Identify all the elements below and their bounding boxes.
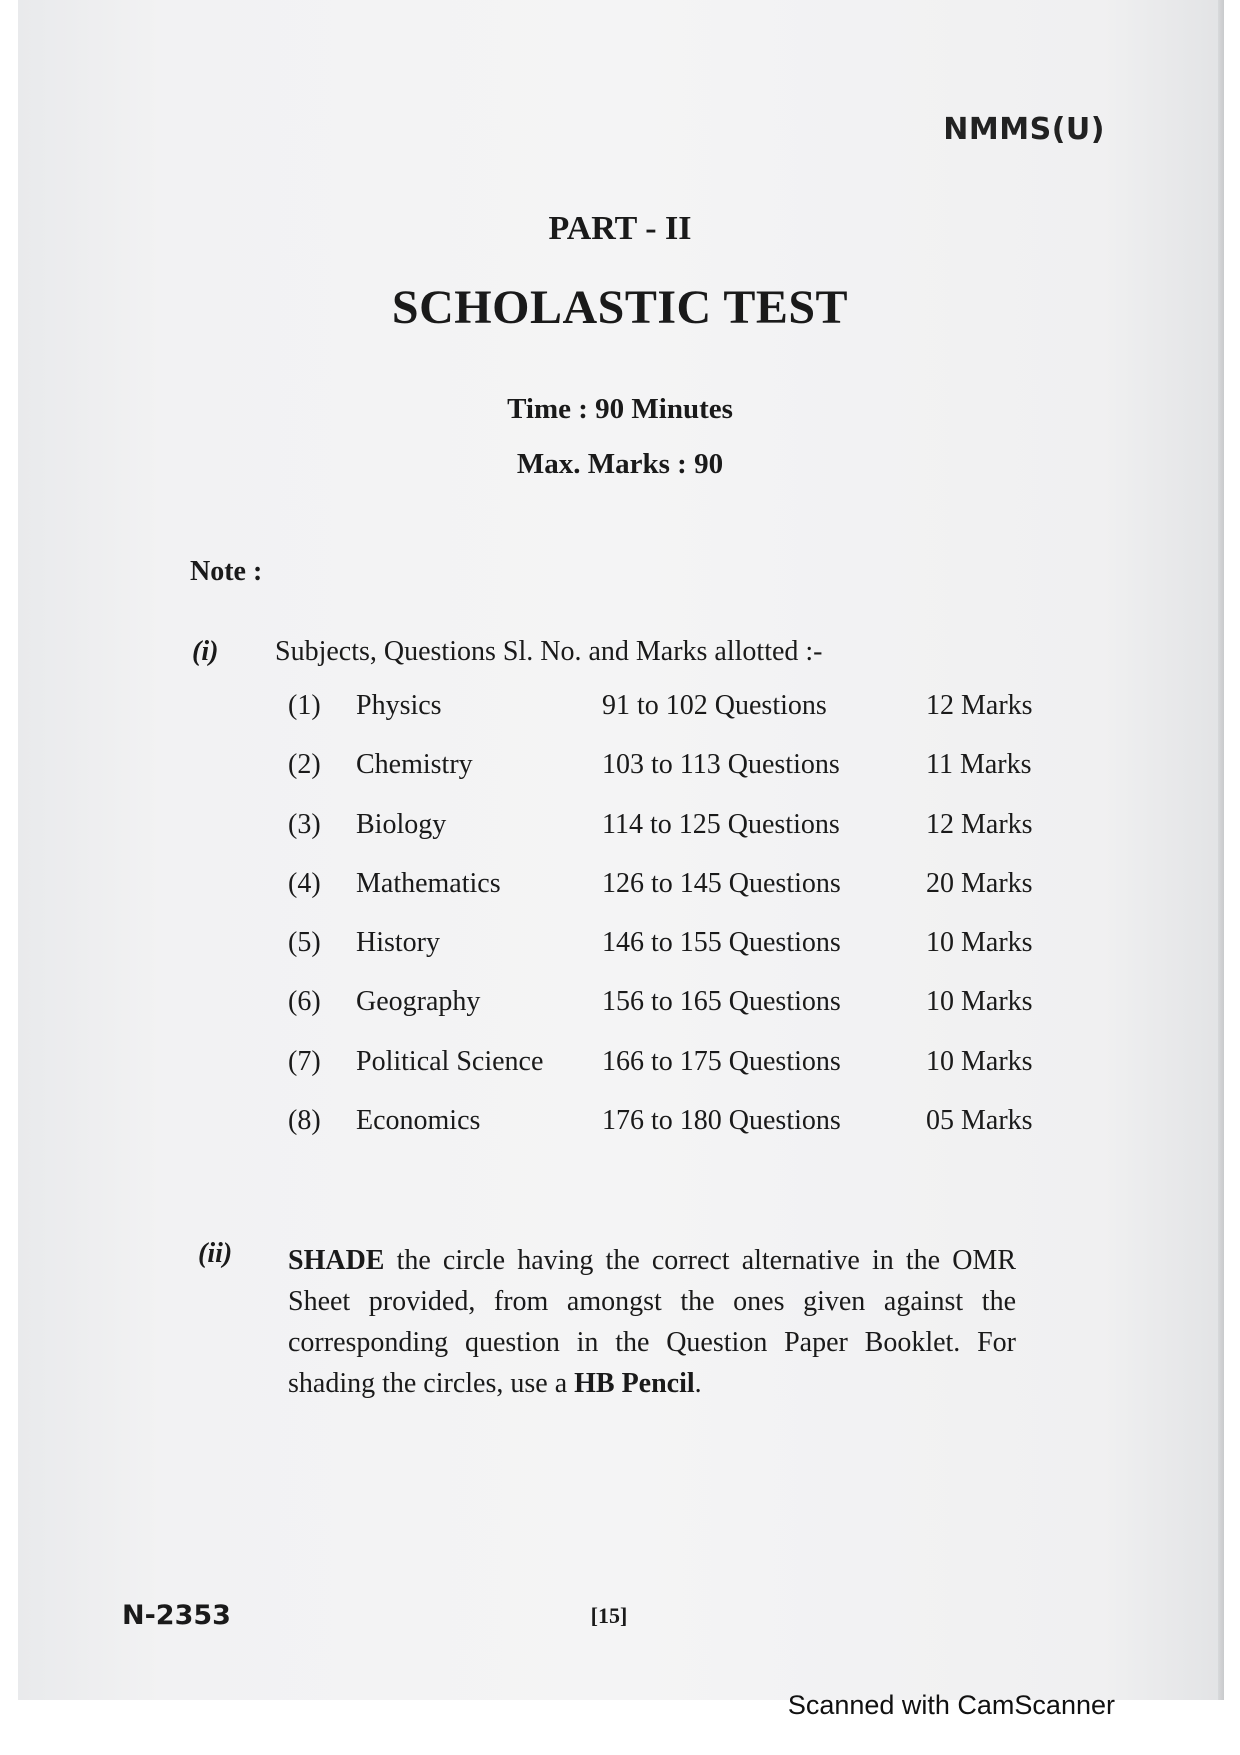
subject-marks: 10 Marks: [926, 927, 1033, 959]
question-range: 166 to 175 Questions: [602, 1045, 841, 1077]
note-item-number: (ii): [198, 1238, 233, 1269]
subject-name: Mathematics: [356, 867, 501, 899]
subject-marks: 10 Marks: [926, 986, 1033, 1018]
subject-marks: 12 Marks: [926, 808, 1033, 840]
subject-row: [288, 690, 1048, 749]
subject-marks: 20 Marks: [926, 867, 1033, 899]
subjects-table: [288, 690, 1048, 1164]
question-range: 156 to 165 Questions: [602, 986, 841, 1018]
max-marks: Max. Marks : 90: [516, 448, 724, 480]
question-range: 176 to 180 Questions: [602, 1105, 841, 1137]
subject-number: (6): [288, 986, 321, 1018]
subject-row: [288, 809, 1048, 868]
page-number: [15]: [590, 1603, 628, 1628]
subject-row: [288, 1105, 1048, 1164]
subject-number: (3): [288, 808, 321, 840]
page-edge-shadow: [1218, 0, 1224, 1700]
subject-name: Economics: [356, 1105, 481, 1137]
subject-name: Geography: [356, 986, 481, 1018]
shading-instruction: [288, 1240, 1016, 1404]
subject-name: Biology: [356, 808, 447, 840]
paper-code: N-2353: [122, 1600, 231, 1631]
note-item-text: Subjects, Questions Sl. No. and Marks allotted :-: [275, 636, 823, 667]
subject-row: [288, 1046, 1048, 1105]
subject-number: (8): [288, 1105, 321, 1137]
subject-name: Chemistry: [356, 749, 473, 781]
subject-row: [288, 986, 1048, 1045]
note-item-number: (i): [192, 636, 219, 667]
subject-marks: 11 Marks: [926, 749, 1032, 781]
subject-number: (1): [288, 690, 321, 721]
question-range: 146 to 155 Questions: [602, 927, 841, 959]
subject-name: History: [356, 927, 440, 959]
scanner-watermark: Scanned with CamScanner: [787, 1690, 1115, 1720]
note-label: Note :: [190, 556, 263, 587]
time-allowed: Time : 90 Minutes: [507, 393, 733, 425]
subject-row: [288, 927, 1048, 986]
question-range: 103 to 113 Questions: [602, 749, 840, 781]
instruction-text: the circle having the correct alternative in the OMR Sheet provided, from amongst the ones given against the corresponding question in the Question Paper Booklet. For shading the circles, use a: [288, 1245, 1016, 1399]
part-title: PART - II: [548, 210, 692, 247]
subject-number: (7): [288, 1045, 321, 1077]
subject-name: Political Science: [356, 1045, 544, 1077]
question-range: 114 to 125 Questions: [602, 808, 840, 840]
question-range: 91 to 102 Questions: [602, 690, 827, 721]
subject-row: [288, 868, 1048, 927]
subject-number: (5): [288, 927, 321, 959]
instruction-emphasis: SHADE: [288, 1245, 385, 1276]
subject-number: (4): [288, 867, 321, 899]
question-range: 126 to 145 Questions: [602, 867, 841, 899]
test-title: SCHOLASTIC TEST: [391, 281, 849, 334]
subject-name: Physics: [356, 690, 442, 721]
instruction-end: .: [694, 1368, 702, 1399]
subject-marks: 12 Marks: [926, 690, 1033, 721]
exam-code: NMMS(U): [943, 112, 1105, 147]
subject-row: [288, 749, 1048, 808]
pencil-type: HB Pencil: [574, 1368, 695, 1399]
subject-marks: 05 Marks: [926, 1105, 1033, 1137]
subject-number: (2): [288, 749, 321, 781]
subject-marks: 10 Marks: [926, 1045, 1033, 1077]
